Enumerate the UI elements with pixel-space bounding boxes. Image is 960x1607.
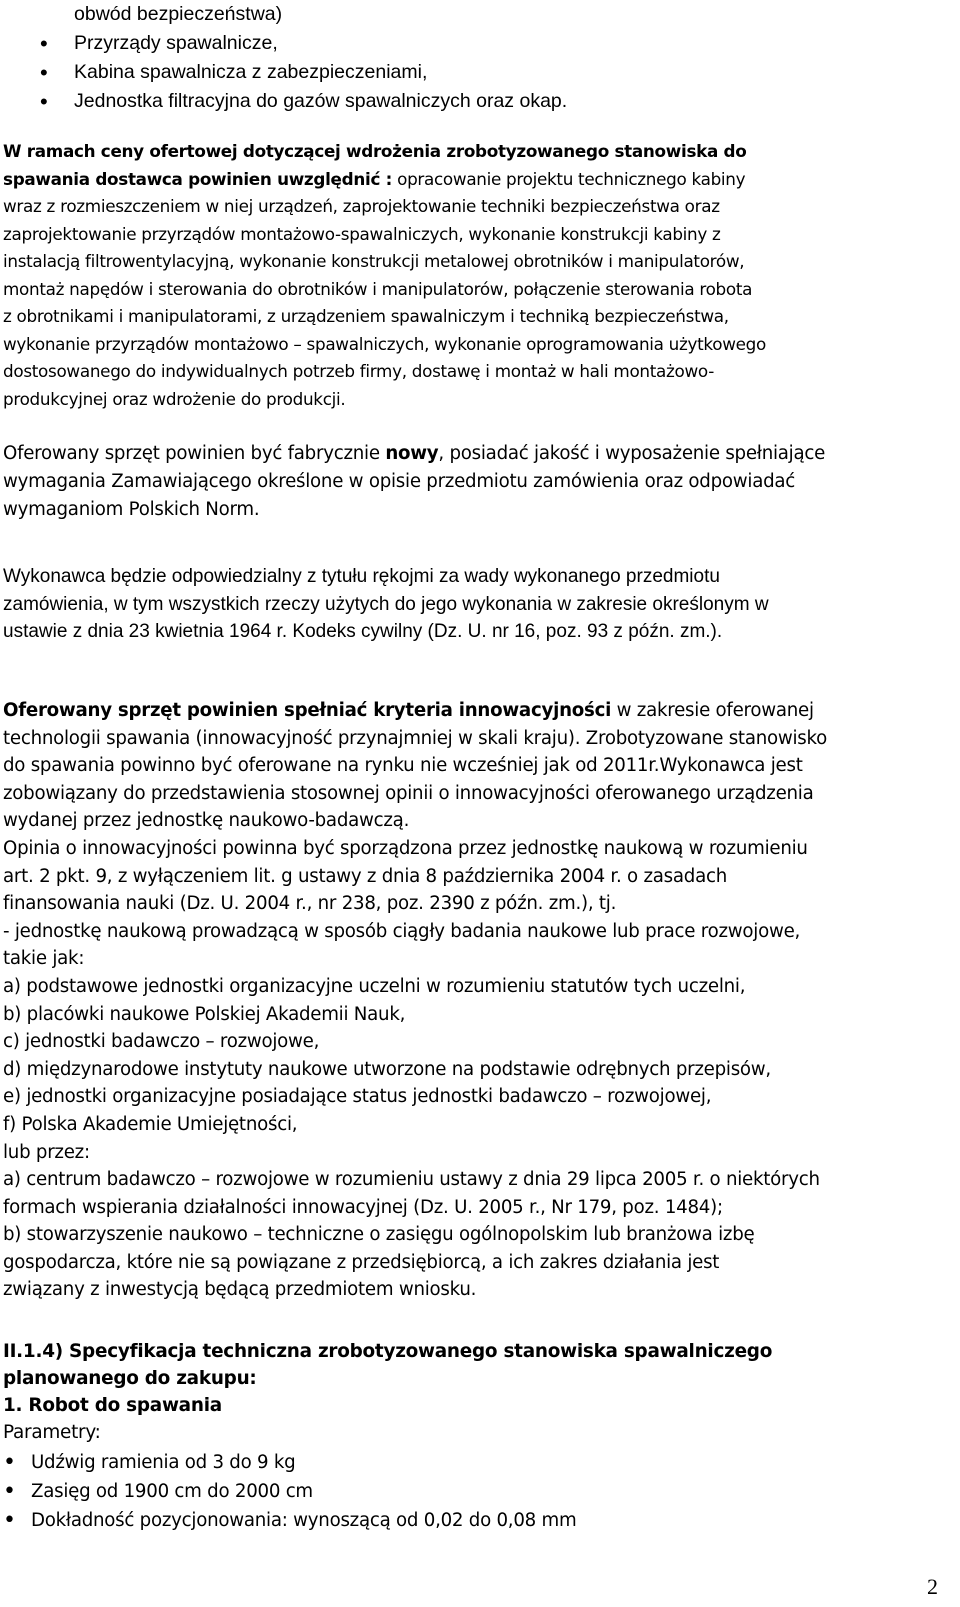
paragraph-line: zobowiązany do przedstawienia stosownej opinii o innowacyjności oferowanego urządzenia	[3, 782, 814, 804]
paragraph-line: gospodarcza, które nie są powiązane z przedsiębiorcą, a ich zakres działania jest	[3, 1251, 720, 1273]
paragraph-line: f) Polska Akademie Umiejętności,	[3, 1113, 298, 1135]
list-item: • Jednostka filtracyjna do gazów spawalniczych oraz okap.	[40, 87, 567, 116]
paragraph-line: dostosowanego do indywidualnych potrzeb firmy, dostawę i montaż w hali montażowo-	[3, 361, 714, 381]
subsection-heading: 1. Robot do spawania	[3, 1395, 222, 1416]
parameters-list	[3, 1448, 576, 1535]
paragraph-line: instalacją filtrowentylacyjną, wykonanie konstrukcji metalowej obrotników i manipulatorów,	[3, 251, 745, 271]
paragraph-line: wraz z rozmieszczeniem w niej urządzeń, zaprojektowanie techniki bezpieczeństwa oraz	[3, 196, 720, 216]
bold-phrase: spawania dostawca powinien uwzględnić :	[3, 168, 393, 189]
list-item: • Przyrządy spawalnicze,	[40, 29, 567, 58]
list-item: obwód bezpieczeństwa)	[74, 3, 283, 25]
parameters-label: Parametry:	[3, 1422, 101, 1443]
paragraph-line: takie jak:	[3, 948, 85, 970]
bold-phrase: nowy	[385, 443, 439, 464]
section-heading: planowanego do zakupu:	[3, 1368, 257, 1389]
paragraph-line: do spawania powinno być oferowane na rynku nie wcześniej jak od 2011r.Wykonawca jest	[3, 755, 803, 777]
paragraph-line: c) jednostki badawczo – rozwojowe,	[3, 1031, 320, 1053]
paragraph-line: produkcyjnej oraz wdrożenie do produkcji.	[3, 388, 346, 409]
paragraph-line: b) stowarzyszenie naukowo – techniczne o zasięgu ogólnopolskim lub branżowa izbę	[3, 1224, 755, 1246]
paragraph-line: lub przez:	[3, 1141, 90, 1163]
new-equipment-paragraph	[3, 440, 825, 524]
paragraph-line: finansowania nauki (Dz. U. 2004 r., nr 238, poz. 2390 z późn. zm.), tj.	[3, 893, 617, 915]
paragraph-line: formach wspierania działalności innowacyjnej (Dz. U. 2005 r., Nr 179, poz. 1484);	[3, 1196, 723, 1218]
paragraph-line: z obrotnikami i manipulatorami, z urządzeniem spawalniczym i techniką bezpieczeństwa,	[3, 306, 729, 326]
text-run: , posiadać jakość i wyposażenie spełniające	[438, 443, 826, 464]
paragraph-line	[3, 166, 766, 194]
specification-section	[3, 1338, 772, 1446]
section-heading: II.1.4) Specyfikacja techniczna zrobotyzowanego stanowiska spawalniczego	[3, 1341, 773, 1362]
paragraph-line: W ramach ceny ofertowej dotyczącej wdrożenia zrobotyzowanego stanowiska do	[3, 141, 747, 161]
paragraph-line: wykonanie przyrządów montażowo – spawalniczych, wykonanie oprogramowania użytkowego	[3, 333, 766, 354]
paragraph-line	[3, 697, 827, 725]
text-run: Oferowany sprzęt powinien być fabrycznie	[3, 443, 386, 464]
paragraph-line: - jednostkę naukową prowadzącą w sposób ciągły badania naukowe lub prace rozwojowe,	[3, 920, 801, 942]
paragraph-line: a) podstawowe jednostki organizacyjne uczelni w rozumieniu statutów tych uczelni,	[3, 975, 746, 997]
paragraph-line: związany z inwestycją będącą przedmiotem wniosku.	[3, 1279, 477, 1301]
list-item: • Dokładność pozycjonowania: wynoszącą od 0,02 do 0,08 mm	[3, 1506, 576, 1535]
innovation-paragraph	[3, 697, 827, 1304]
scope-paragraph	[3, 138, 766, 413]
paragraph-line: wymagania Zamawiającego określone w opisie przedmiotu zamówienia oraz odpowiadać	[3, 471, 796, 492]
paragraph-line: wydanej przez jednostkę naukowo-badawczą.	[3, 810, 410, 832]
bold-phrase: Oferowany sprzęt powinien spełniać kryteria innowacyjności	[3, 700, 612, 721]
paragraph-line: e) jednostki organizacyjne posiadające status jednostki badawczo – rozwojowej,	[3, 1086, 712, 1108]
warranty-paragraph	[3, 563, 769, 646]
paragraph-line: Opinia o innowacyjności powinna być sporządzona przez jednostkę naukową w rozumieniu	[3, 837, 808, 859]
paragraph-line: art. 2 pkt. 9, z wyłączeniem lit. g ustawy z dnia 8 października 2004 r. o zasadach	[3, 865, 727, 887]
paragraph-line: zaprojektowanie przyrządów montażowo-spawalniczych, wykonanie konstrukcji kabiny z	[3, 223, 721, 244]
paragraph-line: b) placówki naukowe Polskiej Akademii Nauk,	[3, 1003, 406, 1025]
paragraph-line: montaż napędów i sterowania do obrotników i manipulatorów, połączenie sterowania robota	[3, 278, 753, 299]
text-run: w zakresie oferowanej	[611, 700, 814, 721]
text-run: opracowanie projektu technicznego kabiny	[392, 168, 746, 189]
paragraph-line	[3, 440, 825, 468]
paragraph-line: zamówienia, w tym wszystkich rzeczy użytych do jego wykonania w zakresie określonym w	[3, 593, 769, 615]
paragraph-line: d) międzynarodowe instytuty naukowe utworzone na podstawie odrębnych przepisów,	[3, 1058, 771, 1080]
list-item: • Zasięg od 1900 cm do 2000 cm	[3, 1477, 576, 1506]
page-number: 2	[927, 1574, 938, 1599]
paragraph-line: Wykonawca będzie odpowiedzialny z tytułu rękojmi za wady wykonanego przedmiotu	[3, 566, 720, 587]
paragraph-line: technologii spawania (innowacyjność przynajmniej w skali kraju). Zrobotyzowane stanowisko	[3, 727, 828, 749]
paragraph-line: a) centrum badawczo – rozwojowe w rozumieniu ustawy z dnia 29 lipca 2005 r. o niektórych	[3, 1169, 820, 1191]
paragraph-line: wymaganiom Polskich Norm.	[3, 499, 260, 520]
equipment-list	[40, 0, 567, 116]
list-item: • Kabina spawalnicza z zabezpieczeniami,	[40, 58, 567, 87]
paragraph-line: ustawie z dnia 23 kwietnia 1964 r. Kodeks cywilny (Dz. U. nr 16, poz. 93 z późn. zm.).	[3, 621, 723, 642]
list-item: • Udźwig ramienia od 3 do 9 kg	[3, 1448, 576, 1477]
